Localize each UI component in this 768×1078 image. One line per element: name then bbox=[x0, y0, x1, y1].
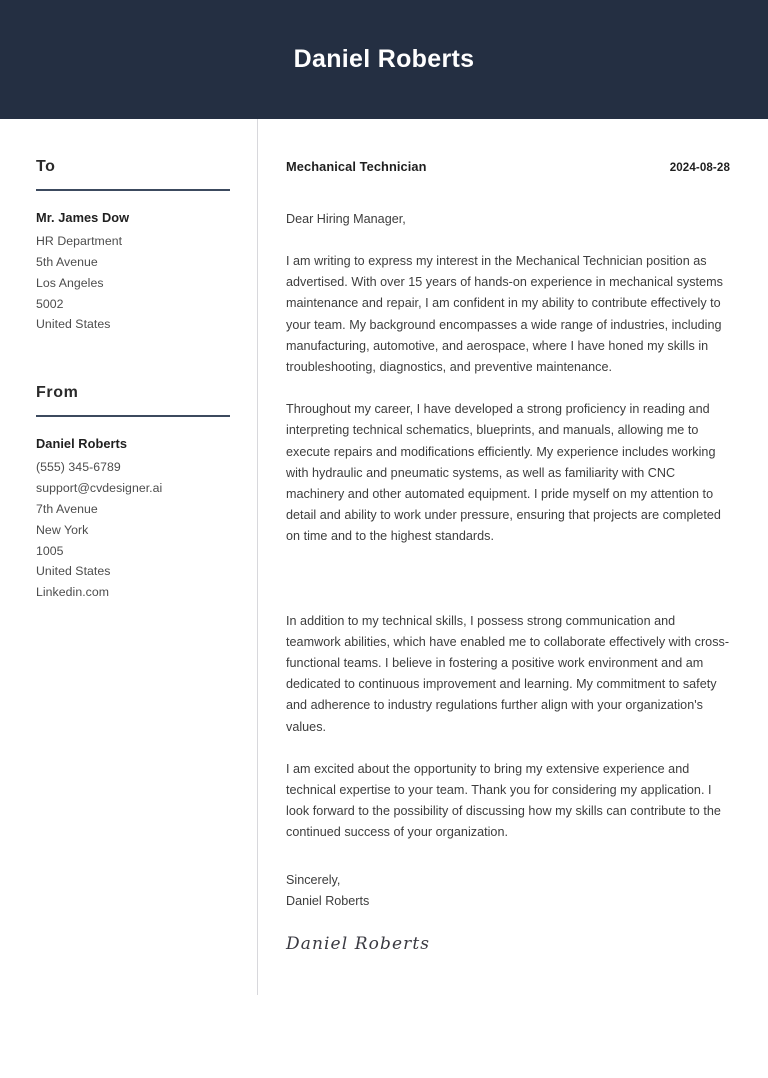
job-title: Mechanical Technician bbox=[286, 159, 427, 174]
signature: Daniel Roberts bbox=[286, 933, 431, 954]
recipient-address-list bbox=[36, 207, 230, 335]
list-item: Los Angeles bbox=[36, 275, 104, 290]
document-body bbox=[0, 119, 768, 1078]
list-item: Daniel Roberts bbox=[36, 436, 128, 452]
list-item: HR Department bbox=[36, 234, 123, 249]
letter-paragraph: In addition to my technical skills, I possess strong communication and teamwork abilities, which have enabled me to collaborate effectively with cross-functional teams. I believe in fostering a positive work environment and am dedicated to continuous improvement and learning. My commitment to safety and adherence to industry regulations further align with your organization's values. bbox=[286, 613, 730, 734]
letter-meta-row bbox=[286, 159, 730, 175]
letter-date: 2024-08-28 bbox=[669, 161, 730, 174]
page-title: Daniel Roberts bbox=[293, 45, 475, 73]
list-item: support@cvdesigner.ai bbox=[36, 481, 163, 496]
letter-paragraph: Throughout my career, I have developed a strong proficiency in reading and interpreting technical schematics, blueprints, and manuals, allowing me to execute repairs and modifications efficiently. My experience includes working with hydraulic and pneumatic systems, as well as familiarity with CNC machinery and other automated equipment. I pride myself on my attention to detail and ability to work under pressure, ensuring that projects are completed on time and to the highest standards. bbox=[286, 402, 721, 544]
salutation: Dear Hiring Manager, bbox=[286, 211, 406, 226]
letter-paragraph: I am excited about the opportunity to bring my extensive experience and technical expertise to your team. Thank you for considering my application. I look forward to the possibility of discussing how my skills can contribute to the continued success of your organization. bbox=[286, 761, 721, 840]
list-item: Mr. James Dow bbox=[36, 210, 130, 226]
recipient-heading: To bbox=[36, 158, 56, 175]
closing-name: Daniel Roberts bbox=[286, 893, 370, 908]
list-item: 7th Avenue bbox=[36, 501, 98, 516]
list-item: Linkedin.com bbox=[36, 585, 110, 600]
list-item: United States bbox=[36, 564, 111, 579]
sender-heading-rule bbox=[36, 415, 230, 417]
list-item: 5002 bbox=[36, 296, 64, 311]
closing-block bbox=[286, 870, 730, 912]
list-item: United States bbox=[36, 317, 111, 332]
sidebar bbox=[0, 119, 257, 611]
document-header-banner bbox=[0, 0, 768, 119]
list-item: 1005 bbox=[36, 543, 64, 558]
list-item: New York bbox=[36, 522, 89, 537]
recipient-block bbox=[36, 157, 230, 335]
list-item: (555) 345-6789 bbox=[36, 460, 121, 475]
letter-paragraph: I am writing to express my interest in the Mechanical Technician position as advertised. With over 15 years of hands-on experience in mechanical systems maintenance and repair, I am confident in my ability to contribute effectively to your team. My background encompasses a wide range of industries, including manufacturing, automotive, and aerospace, where I have honed my skills in troubleshooting, diagnostics, and preventive maintenance. bbox=[286, 253, 723, 374]
sender-address-list bbox=[36, 433, 230, 603]
closing-salutation: Sincerely, bbox=[286, 872, 341, 887]
column-divider bbox=[257, 119, 258, 995]
recipient-heading-rule bbox=[36, 189, 230, 191]
letter-content bbox=[286, 119, 730, 954]
sender-heading: From bbox=[36, 384, 79, 402]
sender-block bbox=[36, 383, 230, 603]
list-item: 5th Avenue bbox=[36, 254, 98, 269]
